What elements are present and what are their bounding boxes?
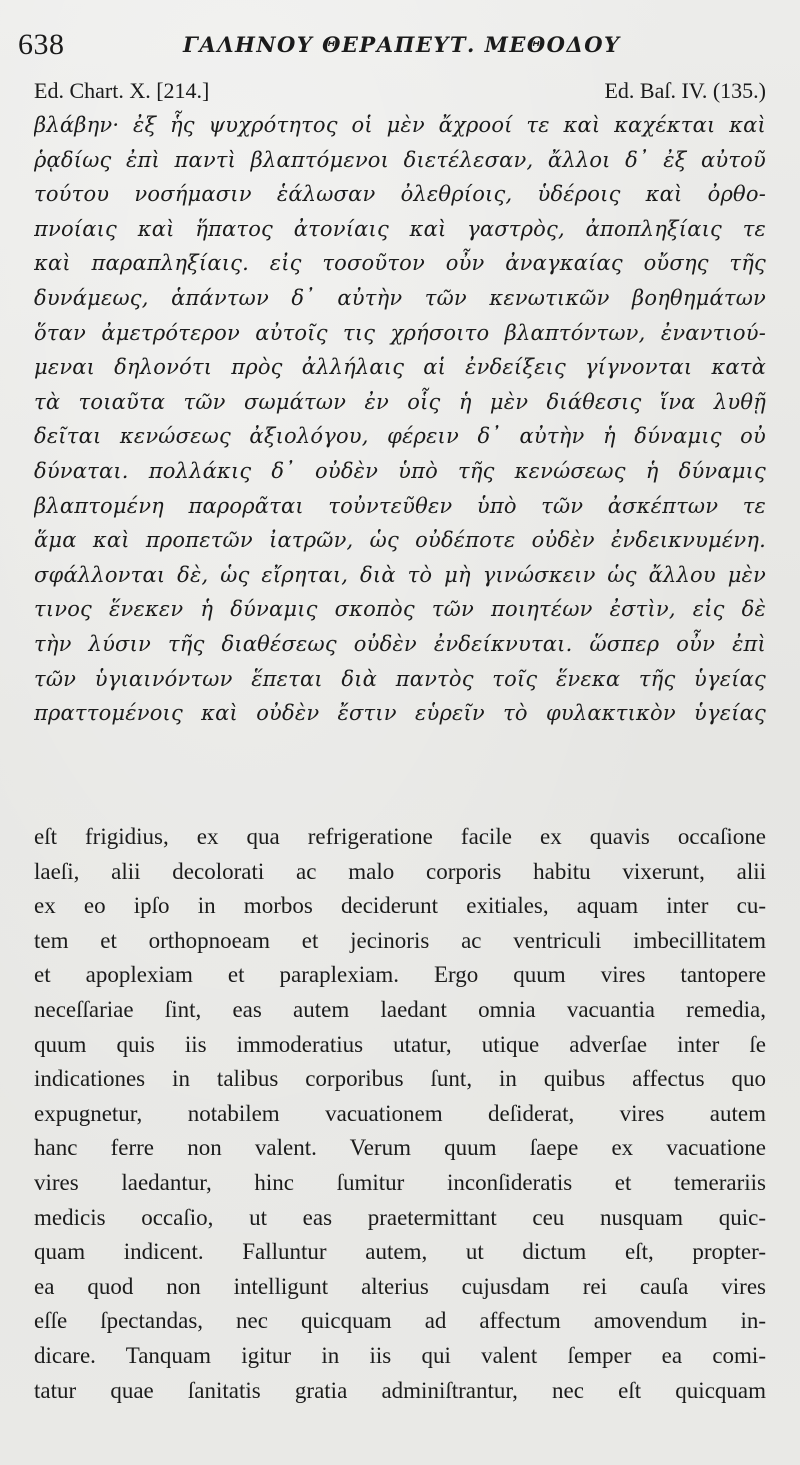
greek-text-block [34,108,766,731]
latin-text-line: eſt frigidius, ex qua refrigeratione facile ex quavis occaſione [34,824,766,849]
latin-text-line: expugnetur, notabilem vacuationem deſiderat, vires autem [34,1100,766,1126]
edition-reference-line [34,78,766,106]
greek-text-line: τὰ τοιαῦτα τῶν σωμάτων ἐν οἷς ἡ μὲν διάθεσις ἵνα λυθῇ [34,389,766,414]
latin-text-line: eſſe ſpectandas, nec quicquam ad affectum amovendum in- [34,1308,766,1334]
latin-text-line: quum quis iis immoderatius utatur, utique adverſae inter ſe [34,1031,766,1057]
greek-text-line: σφάλλονται δὲ, ὡς εἴρηται, διὰ τὸ μὴ γινώσκειν ὡς ἄλλου μὲν [34,562,766,587]
latin-text-line: quam indicent. Falluntur autem, ut dictum eſt, propter- [34,1239,766,1265]
latin-text-line: indicationes in talibus corporibus ſunt, in quibus affectus quo [34,1066,766,1092]
latin-text-line: vires laedantur, hinc ſumitur inconſideratis et temerariis [34,1169,766,1195]
greek-text-line: τινος ἕνεκεν ἡ δύναμις σκοπὸς τῶν ποιητέων ἐστὶν, εἰς δὲ [34,597,766,622]
greek-text-line: δεῖται κενώσεως ἀξιολόγου, φέρειν δ᾽ αὐτὴν ἡ δύναμις οὐ [34,424,766,449]
page-number: 638 [18,28,65,61]
greek-text-line: τούτου νοσήμασιν ἑάλωσαν ὀλεθρίοις, ὑδέροις καὶ ὀρθο- [34,182,766,207]
latin-text-line: ea quod non intelligunt alterius cujusdam rei cauſa vires [34,1273,766,1299]
greek-text-line: βλάβην· ἐξ ἧς ψυχρότητος οἱ μὲν ἄχροοί τε καὶ καχέκται καὶ [34,113,766,137]
greek-text-line: ὅταν ἀμετρότερον αὐτοῖς τις χρήσοιτο βλαπτόντων, ἐναντιού- [34,320,766,345]
running-title: ΓΑΛΗΝΟΥ ΘΕΡΑΠΕΥΤ. ΜΕΘΟΔΟΥ [183,32,621,57]
greek-text-line: τὴν λύσιν τῆς διαθέσεως οὐδὲν ἐνδείκνυται. ὥσπερ οὖν ἐπὶ [34,631,766,656]
latin-text-block [34,820,766,1408]
latin-text-line: medicis occaſio, ut eas praetermittant ceu nusquam quic- [34,1204,766,1230]
greek-text-line: βλαπτομένη παρορᾶται τοὐντεῦθεν ὑπὸ τῶν ἀσκέπτων τε [34,493,766,518]
greek-text-line: πνοίαις καὶ ἥπατος ἀτονίαις καὶ γαστρὸς, ἀποπληξίαις τε [34,216,766,241]
latin-text-line: tem et orthopnoeam et jecinoris ac ventriculi imbecillitatem [34,927,766,953]
edition-basel-reference: Ed. Baſ. IV. (135.) [604,78,766,103]
greek-text-line: τῶν ὑγιαινόντων ἕπεται διὰ παντὸς τοῖς ἕνεκα τῆς ὑγείας [34,666,766,691]
latin-text-line: hanc ferre non valent. Verum quum ſaepe ex vacuatione [34,1135,766,1161]
latin-text-line: et apoplexiam et paraplexiam. Ergo quum vires tantopere [34,962,766,988]
latin-text-line: laeſi, alii decolorati ac malo corporis habitu vixerunt, alii [34,858,766,884]
latin-text-line: ex eo ipſo in morbos deciderunt exitiales, aquam inter cu- [34,893,766,919]
latin-text-line: tatur quae ſanitatis gratia adminiſtrantur, nec eſt quicquam [34,1377,766,1403]
greek-text-line: ῥᾳδίως ἐπὶ παντὶ βλαπτόμενοι διετέλεσαν, ἄλλοι δ᾽ ἐξ αὐτοῦ [34,147,766,172]
greek-text-line: μεναι δηλονότι πρὸς ἀλλήλαις αἱ ἐνδείξεις γίγνονται κατὰ [34,355,766,380]
greek-text-line: δυνάμεως, ἁπάντων δ᾽ αὐτὴν τῶν κενωτικῶν βοηθημάτων [34,285,766,310]
greek-text-line: πραττομένοις καὶ οὐδὲν ἔστιν εὑρεῖν τὸ φυλακτικὸν ὑγείας [34,701,766,726]
latin-text-line: neceſſariae ſint, eas autem laedant omnia vacuantia remedia, [34,996,766,1022]
page-header [18,28,778,68]
latin-text-line: dicare. Tanquam igitur in iis qui valent ſemper ea comi- [34,1342,766,1368]
edition-chartier-reference: Ed. Chart. X. [214.] [34,78,210,103]
greek-text-line: ἅμα καὶ προπετῶν ἰατρῶν, ὡς οὐδέποτε οὐδὲν ἐνδεικνυμένη. [34,528,766,553]
greek-text-line: δύναται. πολλάκις δ᾽ οὐδὲν ὑπὸ τῆς κενώσεως ἡ δύναμις [34,458,766,483]
greek-text-line: καὶ παραπληξίαις. εἰς τοσοῦτον οὖν ἀναγκαίας οὔσης τῆς [34,251,766,276]
